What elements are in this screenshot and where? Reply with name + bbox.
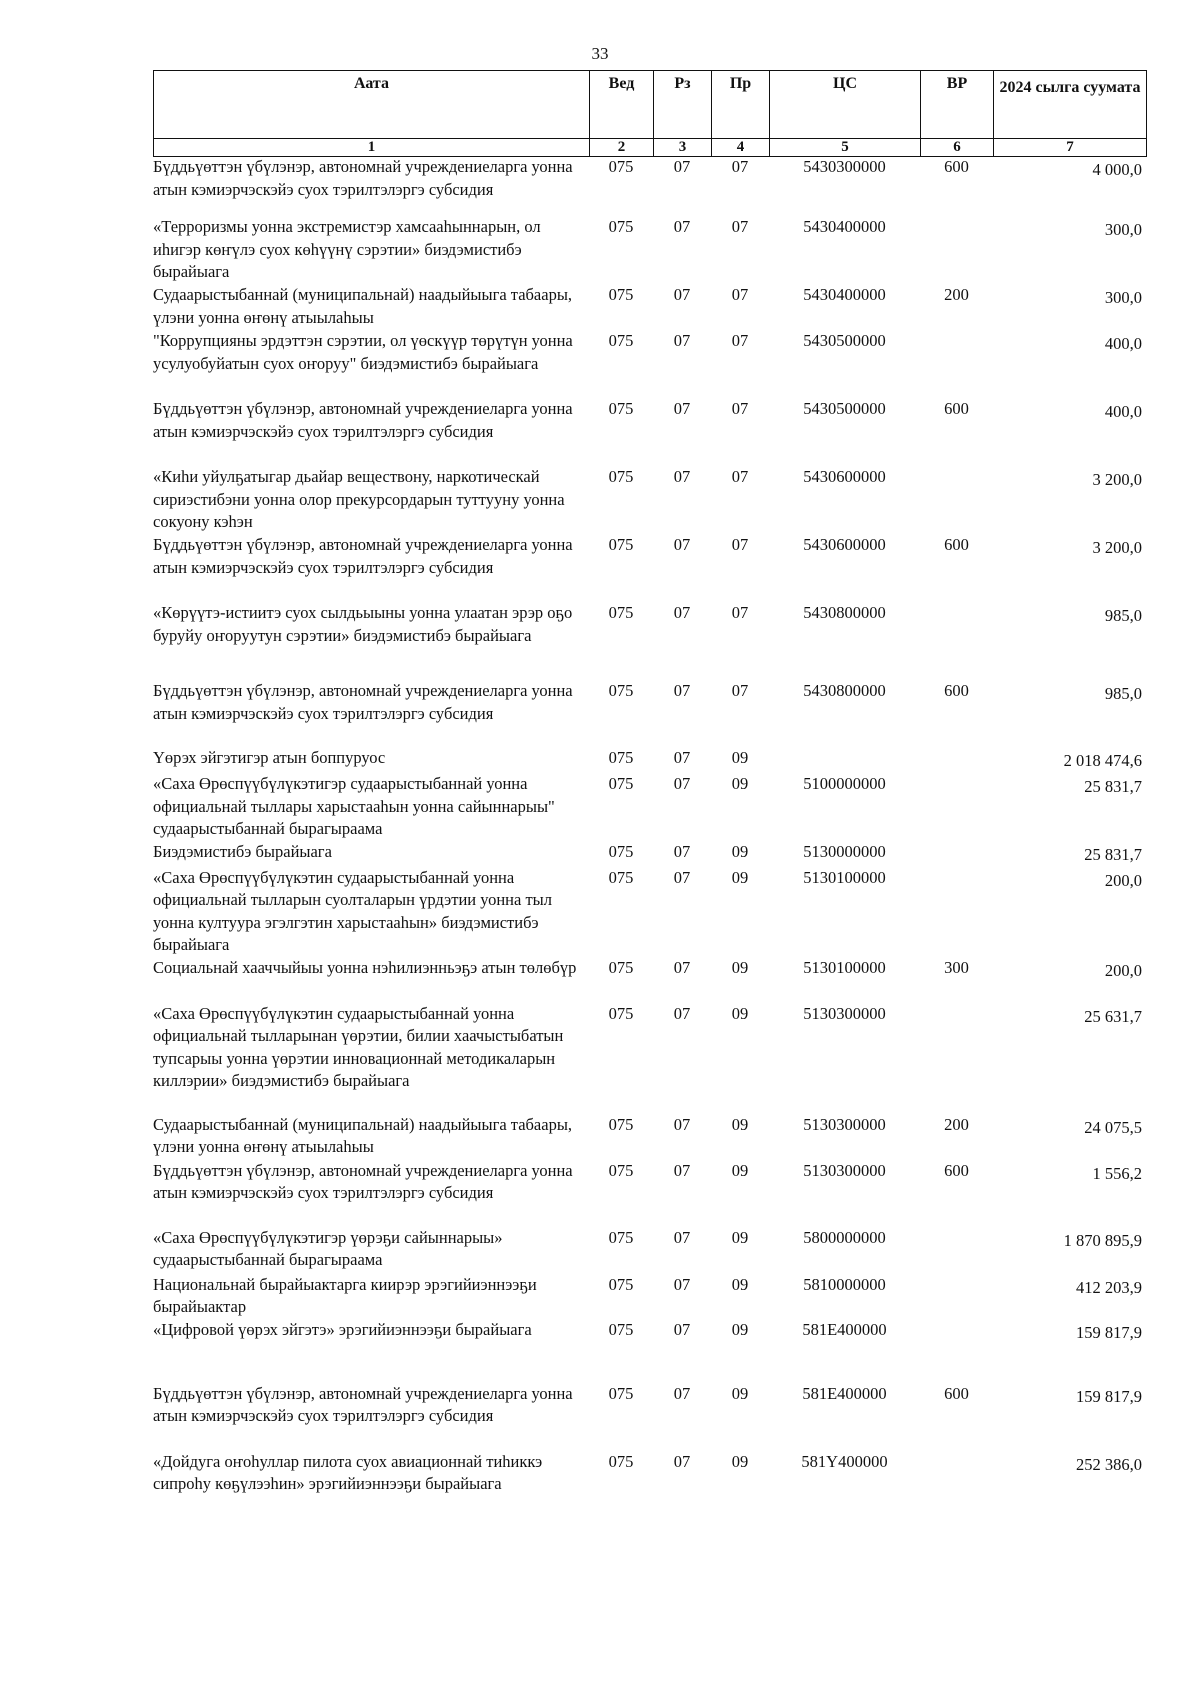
row-name: Бүддьүөттэн үбүлэнэр, автономнай учреждениеларга уонна атын кэмиэрчэскэйэ суох тэрилтэлэргэ субсидия xyxy=(153,157,573,199)
row-name: Национальнай бырайыактарга киирэр эрэгийиэннээҕи бырайыактар xyxy=(153,1274,537,1316)
table-row xyxy=(153,156,1146,216)
row-sum: 200,0 xyxy=(1104,870,1142,890)
row-sum: 400,0 xyxy=(1104,402,1142,421)
header-number: 4 xyxy=(712,139,770,157)
row-rz: 07 xyxy=(673,867,691,887)
header-numbers-row xyxy=(154,139,1147,157)
row-vr xyxy=(920,867,993,957)
row-rz: 07 xyxy=(673,774,691,793)
row-cs: 5810000000 xyxy=(803,1274,886,1294)
row-name: «Терроризмы уонна экстремистэр хамсааһыннарын, ол иһигэр көҥүлэ суох көһүүнү сэрэтии» биэдэмистибэ бырайыага xyxy=(153,217,541,281)
row-vr xyxy=(920,466,993,534)
row-ved: 075 xyxy=(608,331,634,350)
row-ved: 075 xyxy=(608,603,634,622)
row-pr: 07 xyxy=(731,285,749,304)
row-sum: 1 870 895,9 xyxy=(1063,1230,1142,1250)
row-sum: 159 817,9 xyxy=(1076,1386,1142,1406)
row-vr: 600 xyxy=(944,399,969,418)
row-vr xyxy=(920,216,993,284)
header-rz: Рз xyxy=(654,71,712,139)
row-name: «Саха Өрөспүүбүлүкэтигэр судаарыстыбаннай уонна официальнай тыллары харыстааһын уонна сайыннарыы" судаарыстыбаннай бырагыраама xyxy=(153,774,555,838)
row-rz: 07 xyxy=(673,217,691,236)
table-row xyxy=(153,1383,1146,1451)
row-sum: 1 556,2 xyxy=(1092,1163,1142,1183)
row-cs: 581Y400000 xyxy=(801,1451,888,1471)
header-labels-row xyxy=(154,71,1147,139)
row-name: «Саха Өрөспүүбүлүкэтигэр үөрэҕи сайыннарыы» судаарыстыбаннай бырагыраама xyxy=(153,1227,503,1269)
table-row xyxy=(153,1227,1146,1274)
row-ved: 075 xyxy=(608,748,634,767)
header-sum: 2024 сылга суумата xyxy=(994,71,1147,139)
header-number: 6 xyxy=(921,139,994,157)
row-cs: 5430400000 xyxy=(803,285,886,304)
row-sum: 985,0 xyxy=(1104,684,1142,703)
table-row xyxy=(153,398,1146,466)
page-number: 33 xyxy=(591,44,609,63)
row-cs: 5130300000 xyxy=(803,1160,886,1180)
table-row xyxy=(153,534,1146,602)
row-vr xyxy=(920,841,993,867)
row-cs xyxy=(769,747,920,773)
row-ved: 075 xyxy=(608,867,634,887)
row-rz: 07 xyxy=(673,1451,691,1471)
row-cs: 581E400000 xyxy=(802,1319,887,1339)
table-row xyxy=(153,330,1146,398)
row-name: «Көрүүтэ-истиитэ суох сылдьыыны уонна улаатан эрэр оҕо буруйу оҥоруутун сэрэтии» биэдэмистибэ бырайыага xyxy=(153,603,573,645)
row-sum: 159 817,9 xyxy=(1076,1322,1142,1342)
row-sum: 24 075,5 xyxy=(1084,1117,1142,1137)
row-ved: 075 xyxy=(608,1227,634,1247)
row-sum: 3 200,0 xyxy=(1092,538,1142,557)
row-ved: 075 xyxy=(608,285,634,304)
row-vr: 200 xyxy=(944,285,969,304)
row-vr xyxy=(920,773,993,841)
row-cs: 5430300000 xyxy=(803,157,886,176)
row-pr: 09 xyxy=(731,1114,749,1134)
header-pr: Пр xyxy=(712,71,770,139)
row-vr: 600 xyxy=(944,681,969,700)
table-row xyxy=(153,773,1146,841)
header-number: 2 xyxy=(590,139,654,157)
row-name: Бүддьүөттэн үбүлэнэр, автономнай учреждениеларга уонна атын кэмиэрчэскэйэ суох тэрилтэлэргэ субсидия xyxy=(153,1383,573,1425)
row-pr: 07 xyxy=(731,399,749,418)
row-cs: 5800000000 xyxy=(803,1227,886,1247)
row-cs: 5130100000 xyxy=(803,867,886,887)
table-row xyxy=(153,1451,1146,1519)
header-vr: ВР xyxy=(921,71,994,139)
row-sum: 200,0 xyxy=(1104,960,1142,980)
row-ved: 075 xyxy=(608,217,634,236)
row-ved: 075 xyxy=(608,1274,634,1294)
row-ved: 075 xyxy=(608,1160,634,1180)
row-pr: 09 xyxy=(731,957,749,977)
row-name: «Цифровой үөрэх эйгэтэ» эрэгийиэннээҕи бырайыага xyxy=(153,1319,532,1339)
row-vr xyxy=(920,1319,993,1383)
row-name: Үөрэх эйгэтигэр атын боппуруос xyxy=(153,748,386,767)
budget-table xyxy=(153,156,1146,1519)
row-pr: 07 xyxy=(731,331,749,350)
row-rz: 07 xyxy=(673,681,691,700)
row-rz: 07 xyxy=(673,1319,691,1339)
row-rz: 07 xyxy=(673,841,691,861)
row-rz: 07 xyxy=(673,1003,691,1023)
row-vr xyxy=(920,330,993,398)
row-ved: 075 xyxy=(608,1451,634,1471)
header-number: 3 xyxy=(654,139,712,157)
row-pr: 07 xyxy=(731,603,749,622)
row-cs: 581E400000 xyxy=(802,1383,887,1403)
row-rz: 07 xyxy=(673,535,691,554)
table-row xyxy=(153,602,1146,680)
header-number: 5 xyxy=(770,139,921,157)
row-name: «Дойдуга оҥоһуллар пилота суох авиационнай тиһиккэ сипроһу көҕүлээһин» эрэгийиэннээҕи бырайыага xyxy=(153,1451,543,1493)
row-rz: 07 xyxy=(673,748,691,767)
row-rz: 07 xyxy=(673,285,691,304)
row-pr: 09 xyxy=(731,1383,749,1403)
row-vr: 600 xyxy=(944,1160,969,1180)
table-row xyxy=(153,1319,1146,1383)
row-cs: 5430800000 xyxy=(803,681,886,700)
row-name: Бүддьүөттэн үбүлэнэр, автономнай учреждениеларга уонна атын кэмиэрчэскэйэ суох тэрилтэлэргэ субсидия xyxy=(153,681,573,723)
row-name: «Саха Өрөспүүбүлүкэтин судаарыстыбаннай уонна официальнай тылларынан үөрэтии, билии хаачыстыбатын тупсарыы уонна үөрэтии инновационнай методикаларын киллэрии» биэдэмистибэ бырайыага xyxy=(153,1003,564,1090)
row-ved: 075 xyxy=(608,1003,634,1023)
row-ved: 075 xyxy=(608,1383,634,1403)
row-cs: 5430600000 xyxy=(803,467,886,486)
row-pr: 07 xyxy=(731,217,749,236)
table-row xyxy=(153,680,1146,747)
row-rz: 07 xyxy=(673,957,691,977)
row-rz: 07 xyxy=(673,157,691,176)
row-ved: 075 xyxy=(608,1114,634,1134)
budget-rows xyxy=(153,156,1146,1519)
table-row xyxy=(153,747,1146,773)
row-cs: 5430500000 xyxy=(803,399,886,418)
row-sum: 25 631,7 xyxy=(1084,1006,1142,1026)
row-rz: 07 xyxy=(673,1383,691,1403)
row-pr: 07 xyxy=(731,467,749,486)
row-rz: 07 xyxy=(673,1274,691,1294)
row-sum: 412 203,9 xyxy=(1076,1277,1142,1297)
row-pr: 09 xyxy=(731,867,749,887)
row-rz: 07 xyxy=(673,1160,691,1180)
row-vr xyxy=(920,602,993,680)
table-row xyxy=(153,1160,1146,1227)
row-rz: 07 xyxy=(673,467,691,486)
row-name: Бүддьүөттэн үбүлэнэр, автономнай учреждениеларга уонна атын кэмиэрчэскэйэ суох тэрилтэлэргэ субсидия xyxy=(153,535,573,577)
row-cs: 5130000000 xyxy=(803,841,886,861)
row-name: "Коррупцияны эрдэттэн сэрэтии, ол үөскүүр төрүтүн уонна усулуобуйатын суох оҥоруу" биэдэмистибэ бырайыага xyxy=(153,331,573,373)
table-row xyxy=(153,867,1146,957)
row-vr: 600 xyxy=(944,1383,969,1403)
row-vr xyxy=(920,1003,993,1114)
row-pr: 09 xyxy=(731,1227,749,1247)
row-cs: 5130300000 xyxy=(803,1003,886,1023)
row-pr: 09 xyxy=(731,1451,749,1471)
table-row xyxy=(153,1274,1146,1319)
header-number: 1 xyxy=(154,139,590,157)
row-sum: 300,0 xyxy=(1104,288,1142,307)
row-vr: 600 xyxy=(944,535,969,554)
row-pr: 09 xyxy=(731,748,749,767)
row-sum: 300,0 xyxy=(1104,220,1142,239)
table-row xyxy=(153,841,1146,867)
row-pr: 07 xyxy=(731,681,749,700)
row-cs: 5430500000 xyxy=(803,331,886,350)
header-ved: Вед xyxy=(590,71,654,139)
row-name: Социальнай хааччыйыы уонна нэһилиэнньэҕэ атын төлөбүр xyxy=(153,957,577,977)
row-sum: 2 018 474,6 xyxy=(1063,751,1142,770)
row-sum: 25 831,7 xyxy=(1084,844,1142,864)
row-cs: 5430600000 xyxy=(803,535,886,554)
table-row xyxy=(153,216,1146,284)
row-pr: 09 xyxy=(731,1160,749,1180)
row-sum: 25 831,7 xyxy=(1084,777,1142,796)
row-rz: 07 xyxy=(673,603,691,622)
header-cs: ЦС xyxy=(770,71,921,139)
row-name: Бүддьүөттэн үбүлэнэр, автономнай учреждениеларга уонна атын кэмиэрчэскэйэ суох тэрилтэлэргэ субсидия xyxy=(153,399,573,441)
row-pr: 09 xyxy=(731,841,749,861)
row-rz: 07 xyxy=(673,331,691,350)
table-header xyxy=(153,70,1147,157)
header-name: Аата xyxy=(154,71,590,139)
table-row xyxy=(153,284,1146,330)
row-ved: 075 xyxy=(608,1319,634,1339)
row-ved: 075 xyxy=(608,841,634,861)
row-cs: 5430400000 xyxy=(803,217,886,236)
row-ved: 075 xyxy=(608,157,634,176)
row-vr: 200 xyxy=(944,1114,969,1134)
row-vr xyxy=(920,747,993,773)
row-cs: 5100000000 xyxy=(803,774,886,793)
row-pr: 07 xyxy=(731,157,749,176)
row-sum: 985,0 xyxy=(1104,606,1142,625)
row-sum: 3 200,0 xyxy=(1092,470,1142,489)
row-rz: 07 xyxy=(673,399,691,418)
row-cs: 5130100000 xyxy=(803,957,886,977)
table-row xyxy=(153,957,1146,1003)
row-name: Бүддьүөттэн үбүлэнэр, автономнай учреждениеларга уонна атын кэмиэрчэскэйэ суох тэрилтэлэргэ субсидия xyxy=(153,1160,573,1202)
row-ved: 075 xyxy=(608,399,634,418)
table-row xyxy=(153,1003,1146,1114)
table-row xyxy=(153,1114,1146,1160)
row-vr xyxy=(920,1274,993,1319)
row-ved: 075 xyxy=(608,957,634,977)
row-pr: 07 xyxy=(731,535,749,554)
row-pr: 09 xyxy=(731,774,749,793)
row-sum: 400,0 xyxy=(1104,334,1142,353)
row-cs: 5130300000 xyxy=(803,1114,886,1134)
row-name: Судаарыстыбаннай (муниципальнай) наадыйыыга табаары, үлэни уонна өҥөнү атыылаһыы xyxy=(153,1114,573,1156)
row-name: Биэдэмистибэ бырайыага xyxy=(153,841,332,861)
row-rz: 07 xyxy=(673,1114,691,1134)
table-row xyxy=(153,466,1146,534)
row-vr xyxy=(920,1451,993,1519)
row-vr xyxy=(920,1227,993,1274)
row-sum: 252 386,0 xyxy=(1076,1454,1142,1474)
row-name: «Саха Өрөспүүбүлүкэтин судаарыстыбаннай уонна официальнай тылларын суолталарын үрдэтии уонна тыл уонна култуура эгэлгэтин харыстааһын» биэдэмистибэ бырайыага xyxy=(153,867,552,954)
row-name: «Киһи уйулҕатыгар дьайар веществону, наркотическай сириэстибэни уонна олор прекурсордарын туттууну уонна сокуону кэһэн xyxy=(153,467,565,531)
row-rz: 07 xyxy=(673,1227,691,1247)
row-pr: 09 xyxy=(731,1003,749,1023)
row-ved: 075 xyxy=(608,467,634,486)
row-ved: 075 xyxy=(608,535,634,554)
row-pr: 09 xyxy=(731,1319,749,1339)
header-number: 7 xyxy=(994,139,1147,157)
row-cs: 5430800000 xyxy=(803,603,886,622)
row-ved: 075 xyxy=(608,774,634,793)
row-name: Судаарыстыбаннай (муниципальнай) наадыйыыга табаары, үлэни уонна өҥөнү атыылаһыы xyxy=(153,285,573,327)
row-pr: 09 xyxy=(731,1274,749,1294)
row-sum: 4 000,0 xyxy=(1092,160,1142,179)
row-ved: 075 xyxy=(608,681,634,700)
row-vr: 300 xyxy=(944,957,969,977)
row-vr: 600 xyxy=(944,157,969,176)
